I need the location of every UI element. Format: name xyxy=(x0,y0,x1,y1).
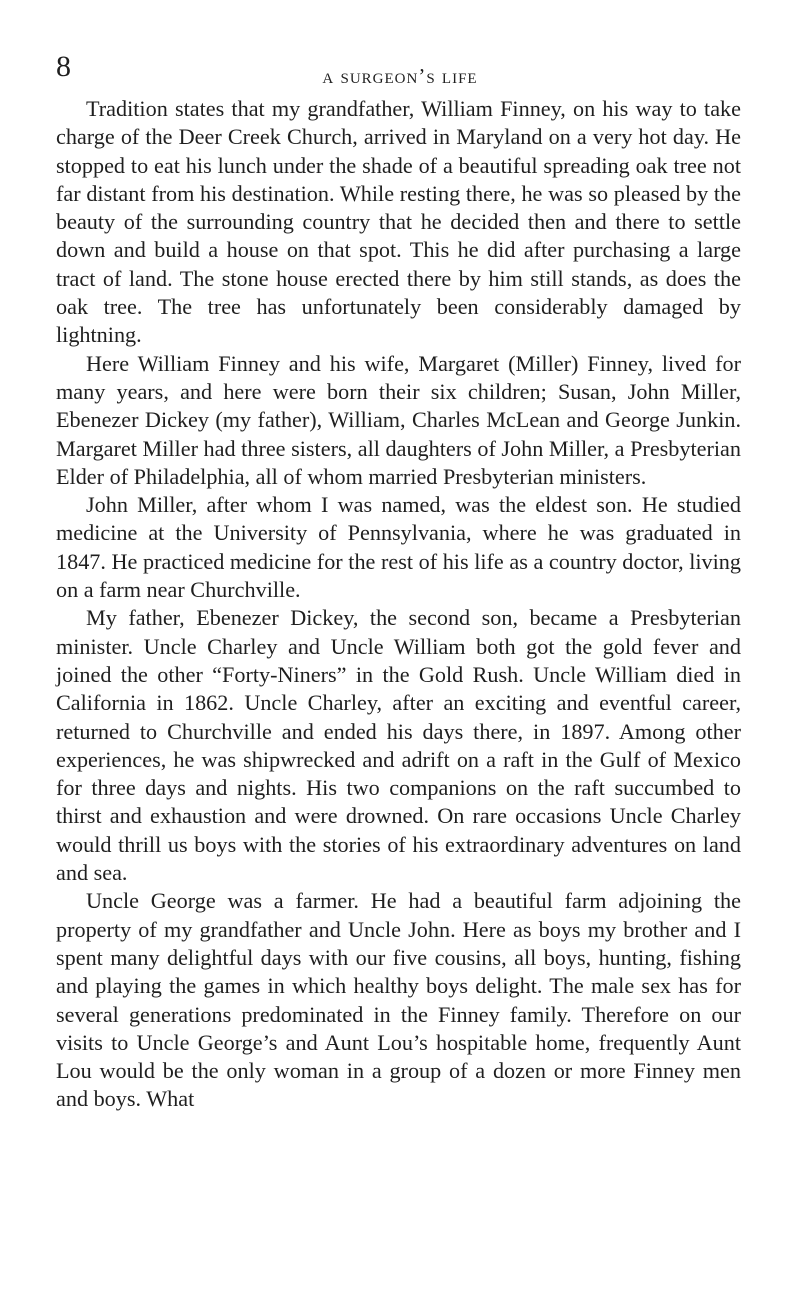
page-number: 8 xyxy=(56,50,71,83)
paragraph-john-miller: John Miller, after whom I was named, was the eldest son. He studied medicine at the University of Pennsylvania, where he was graduated in 1847. He practiced medicine for the rest of his life as a country doctor, living on a farm near Churchville. xyxy=(56,492,741,603)
running-head xyxy=(0,64,800,89)
paragraph-tradition: Tradition states that my grandfather, William Finney, on his way to take charge of the Deer Creek Church, arrived in Maryland on a very hot day. He stopped to eat his lunch under the shade of a beautiful spreading oak tree not far distant from his destination. While resting there, he was so pleased by the beauty of the surrounding country that he decided then and there to settle down and build a house on that spot. This he did after purchasing a large tract of land. The stone house erected there by him still stands, as does the oak tree. The tree has unfortunately been considerably damaged by lightning. xyxy=(56,96,741,348)
running-head-text: a surgeon’s life xyxy=(322,64,478,88)
paragraph-uncle-george: Uncle George was a farmer. He had a beautiful farm adjoining the property of my grandfather and Uncle John. Here as boys my brother and I spent many delightful days with our five cousins, all boys, hunting, fishing and playing the games in which healthy boys delight. The male sex has for several generations predominated in the Finney family. Therefore on our visits to Uncle George’s and Aunt Lou’s hospitable home, frequently Aunt Lou would be the only woman in a group of a dozen or more Finney men and boys. What xyxy=(56,888,741,1112)
body-text xyxy=(56,95,741,1114)
paragraph-father: My father, Ebenezer Dickey, the second son, became a Presbyterian minister. Uncle Charley and Uncle William both got the gold fever and joined the other “Forty-Niners” in the Gold Rush. Uncle William died in California in 1862. Uncle Charley, after an exciting and eventful career, returned to Churchville and ended his days there, in 1897. Among other experiences, he was shipwrecked and adrift on a raft in the Gulf of Mexico for three days and nights. His two companions on the raft succumbed to thirst and exhaustion and were drowned. On rare occasions Uncle Charley would thrill us boys with the stories of his extraordinary adventures on land and sea. xyxy=(56,605,741,886)
paragraph-family: Here William Finney and his wife, Margaret (Miller) Finney, lived for many years, and here were born their six children; Susan, John Miller, Ebenezer Dickey (my father), William, Charles McLean and George Junkin. Margaret Miller had three sisters, all daughters of John Miller, a Presbyterian Elder of Philadelphia, all of whom married Presbyterian ministers. xyxy=(56,350,741,489)
